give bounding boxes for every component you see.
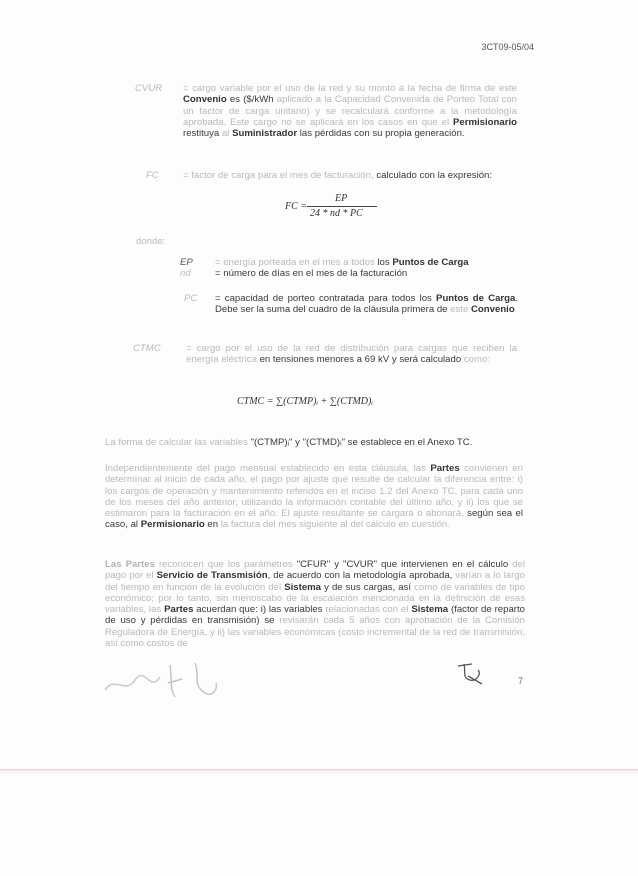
- page-number: 7: [518, 676, 524, 686]
- term-ctmc-text: = cargo por el uso de la red de distribución para cargas que reciben la energía eléctrica en tensiones menores a 69 kV y será calculado como:: [186, 343, 517, 366]
- signature-initials-left: [100, 655, 230, 705]
- scan-line-top: [0, 769, 638, 771]
- term-nd-text: = número de días en el mes de la facturación: [215, 268, 408, 279]
- scan-line-bottom: [0, 772, 638, 773]
- formula-ctmc: CTMC = ∑(CTMP)ᵢ + ∑(CTMD)ᵢ: [237, 396, 373, 407]
- term-fc-label: FC: [146, 170, 159, 181]
- term-nd-label: nd: [180, 268, 191, 279]
- document-reference: 3CT09-05/04: [481, 42, 534, 52]
- term-pc-label: PC: [184, 293, 198, 304]
- term-ep-label: EP: [180, 257, 193, 268]
- term-ep-text: = energía porteada en el mes a todos los Puntos de Carga: [215, 257, 469, 268]
- document-page: 3CT09-05/04 CVUR = cargo variable por el uso de la red y su monto a la fecha de firma de este Convenio es ($/kWh aplicado a la Capacidad Convenida de Porteo Total con un factor de carga unitario) y se recalculará conforme a la metodología aprobada. Este cargo no se aplicará en los casos en que el Permisionario restituya al Suministrador las pérdidas con su propia generación. FC = factor de carga para el mes de facturación, calculado con la expresión: FC = EP 24 * nd * PC donde: EP = energía porteada en el mes a todos los Puntos de Carga nd = número de días en el mes de la facturación PC = capacidad de porteo contratada para todos los Puntos de Carga. Debe ser la suma del cuadro de la cláusula primera de este Convenio CTMC = cargo por el uso de la red de distribución para cargas que reciben la energía eléctrica en tensiones menores a 69 kV y será calculado como: CTMC = ∑(CTMP)ᵢ + ∑(CTMD)ᵢ La forma de calcular las variables "(CTMP)ᵢ" y "(CTMD)ᵢ" se establece en el Anexo TC. Independientemente del pago mensual establecido en esta cláusula, las Partes convienen en determinar al inicio de cada año, el pago por ajuste que resulte de calcular la diferencia entre: i) los cargos de operación y mantenimiento referidos en el inciso 1.2 del Anexo TC, para cada uno de los meses del año anterior, utilizando la información contable del último año, y ii) los que se estimaron para la facturación en el año. El ajuste resultante se cargará o abonará, según sea el caso, al Permisionario en la factura del mes siguiente al del cálculo en cuestión. Las Partes reconocen que los parámetros "CFUR" y "CVUR" que intervienen en el cálculo del pago por el Servicio de Transmisión, de acuerdo con la metodología aprobada, varían a lo largo del tiempo en función de la evolución del Sistema y de sus cargas, así como de variables de tipo económico; por lo tanto, sin menoscabo de la escalación mencionada en la definición de esas variables, las Partes acuerdan que: i) las variables relacionadas con el Sistema (factor de reparto de uso y pérdidas en transmisión) se revisarán cada 5 años con aprobación de la Comisión Reguladora de Energía, y ii) las variables económicas (costo incremental de la red de transmisión, así como costos de 7: [0, 0, 638, 876]
- term-cvur-text: = cargo variable por el uso de la red y su monto a la fecha de firma de este Convenio es ($/kWh aplicado a la Capacidad Convenida de Porteo Total con un factor de carga unitario) y se recalculará conforme a la metodología aprobada. Este cargo no se aplicará en los casos en que el Permisionario restituya al Suministrador las pérdidas con su propia generación.: [183, 83, 517, 140]
- term-pc-text: = capacidad de porteo contratada para todos los Puntos de Carga. Debe ser la suma del cuadro de la cláusula primera de este Convenio: [215, 293, 519, 316]
- term-ctmc-label: CTMC: [133, 343, 161, 354]
- term-fc-text: = factor de carga para el mes de facturación, calculado con la expresión:: [183, 170, 493, 181]
- donde-label: donde:: [136, 236, 166, 247]
- paragraph-ajuste: Independientemente del pago mensual establecido en esta cláusula, las Partes convienen en determinar al inicio de cada año, el pago por ajuste que resulte de calcular la diferencia entre: i) los cargos de operación y mantenimiento referidos en el inciso 1.2 del Anexo TC, para cada uno de los meses del año anterior, utilizando la información contable del último año, y ii) los que se estimaron para la facturación en el año. El ajuste resultante se cargará o abonará, según sea el caso, al Permisionario en la factura del mes siguiente al del cálculo en cuestión.: [105, 463, 523, 531]
- paragraph-variables: Las Partes reconocen que los parámetros "CFUR" y "CVUR" que intervienen en el cálculo del pago por el Servicio de Transmisión, de acuerdo con la metodología aprobada, varían a lo largo del tiempo en función de la evolución del Sistema y de sus cargas, así como de variables de tipo económico; por lo tanto, sin menoscabo de la escalación mencionada en la definición de esas variables, las Partes acuerdan que: i) las variables relacionadas con el Sistema (factor de reparto de uso y pérdidas en transmisión) se revisarán cada 5 años con aprobación de la Comisión Reguladora de Energía, y ii) las variables económicas (costo incremental de la red de transmisión, así como costos de: [105, 559, 526, 650]
- signature-initials-right: [452, 658, 492, 688]
- term-cvur-label: CVUR: [135, 83, 163, 94]
- paragraph-anexo: La forma de calcular las variables "(CTMP)ᵢ" y "(CTMD)ᵢ" se establece en el Anexo TC.: [105, 437, 473, 448]
